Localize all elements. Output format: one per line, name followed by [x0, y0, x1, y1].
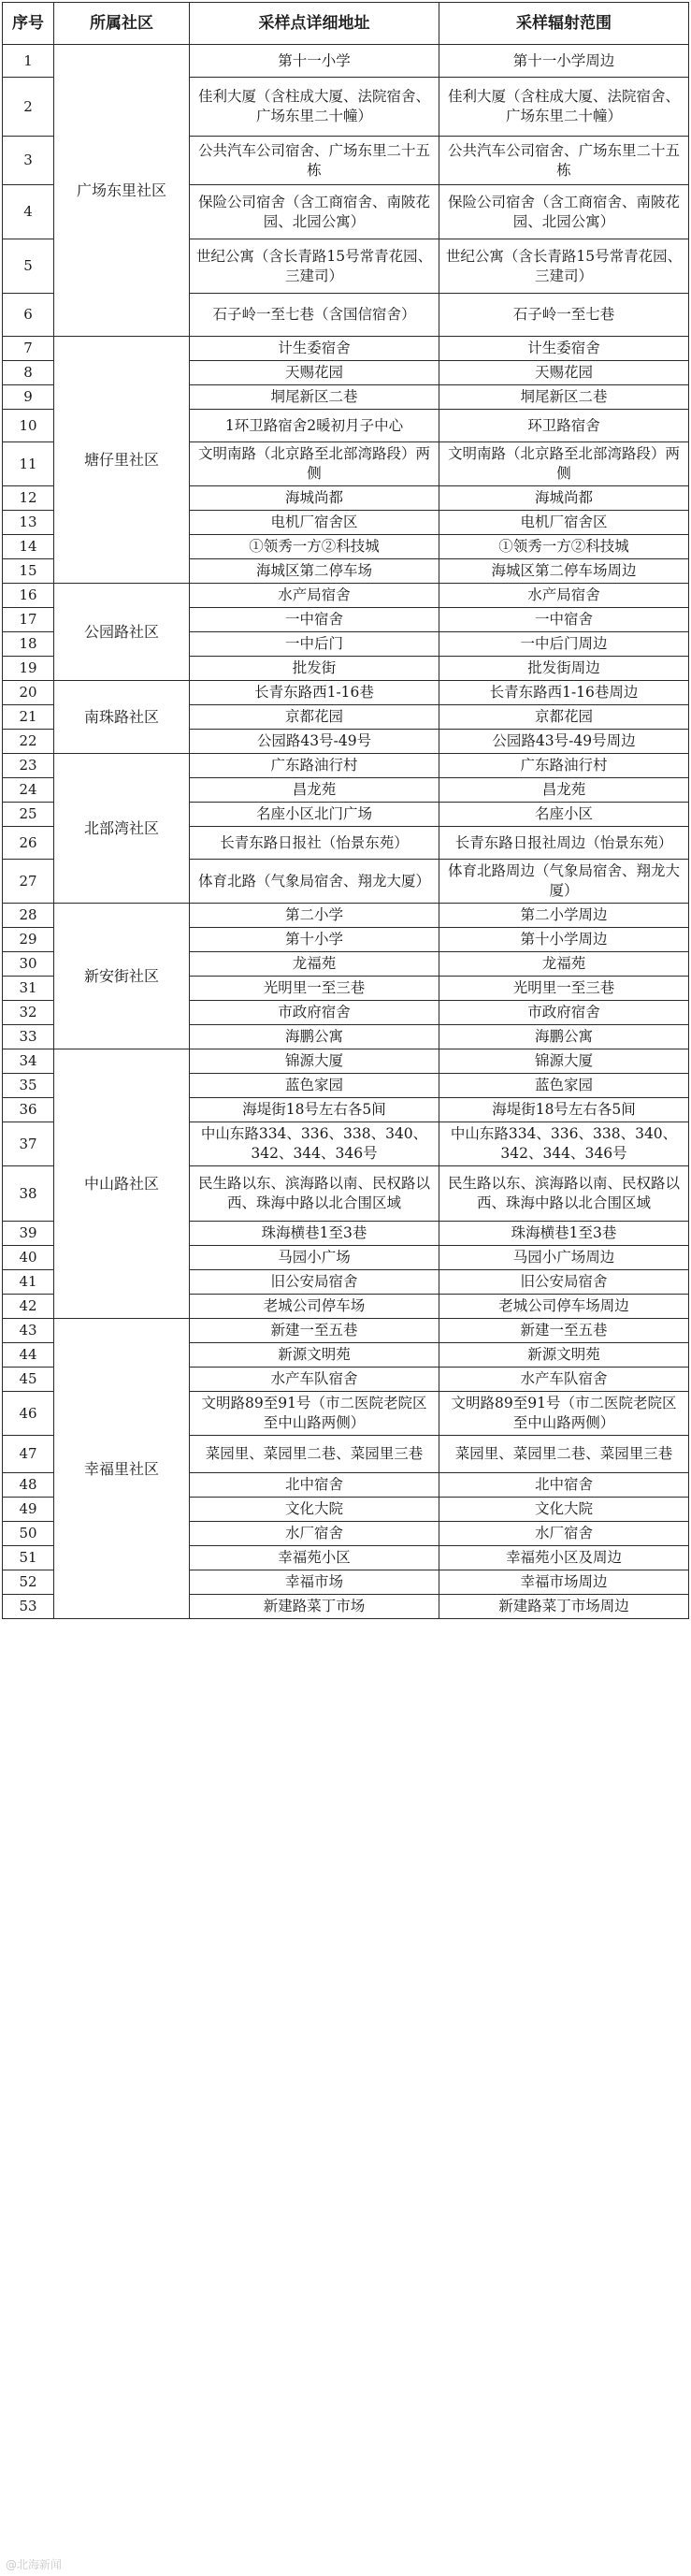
- community-name: 南珠路社区: [54, 681, 190, 754]
- sample-range: 新建一至五巷: [439, 1319, 689, 1343]
- sample-range: 环卫路宿舍: [439, 410, 689, 442]
- sample-address: 幸福苑小区: [190, 1546, 439, 1570]
- row-index: 45: [3, 1368, 54, 1392]
- sample-range: 龙福苑: [439, 952, 689, 977]
- row-index: 51: [3, 1546, 54, 1570]
- sample-address: 广东路油行村: [190, 754, 439, 778]
- row-index: 3: [3, 137, 54, 185]
- row-index: 1: [3, 45, 54, 78]
- sample-address: 光明里一至三巷: [190, 977, 439, 1001]
- sample-range: 第十小学周边: [439, 928, 689, 952]
- sample-address: 批发街: [190, 657, 439, 681]
- sample-address: 锦源大厦: [190, 1049, 439, 1074]
- row-index: 23: [3, 754, 54, 778]
- row-index: 38: [3, 1166, 54, 1222]
- sample-address: 垌尾新区二巷: [190, 385, 439, 410]
- sample-range: 幸福苑小区及周边: [439, 1546, 689, 1570]
- sample-address: 昌龙苑: [190, 778, 439, 803]
- community-name: 塘仔里社区: [54, 337, 190, 584]
- table-row: [3, 584, 689, 608]
- sample-range: 长青东路西1-16巷周边: [439, 681, 689, 705]
- sample-range: 名座小区: [439, 803, 689, 827]
- sample-range: 世纪公寓（含长青路15号常青花园、三建司）: [439, 239, 689, 294]
- sample-address: 新建路菜丁市场: [190, 1595, 439, 1619]
- row-index: 29: [3, 928, 54, 952]
- sample-range: 马园小广场周边: [439, 1246, 689, 1270]
- sample-range: 幸福市场周边: [439, 1570, 689, 1595]
- sample-address: 公共汽车公司宿舍、广场东里二十五栋: [190, 137, 439, 185]
- row-index: 40: [3, 1246, 54, 1270]
- row-index: 2: [3, 78, 54, 137]
- sample-range: 北中宿舍: [439, 1473, 689, 1498]
- sample-address: 电机厂宿舍区: [190, 511, 439, 535]
- row-index: 9: [3, 385, 54, 410]
- sample-address: 蓝色家园: [190, 1074, 439, 1098]
- sample-address: 体育北路（气象局宿舍、翔龙大厦）: [190, 860, 439, 904]
- sample-range: 旧公安局宿舍: [439, 1270, 689, 1295]
- row-index: 8: [3, 361, 54, 385]
- row-index: 48: [3, 1473, 54, 1498]
- row-index: 17: [3, 608, 54, 632]
- row-index: 22: [3, 730, 54, 754]
- sample-address: 计生委宿舍: [190, 337, 439, 361]
- sample-range: 新建路菜丁市场周边: [439, 1595, 689, 1619]
- row-index: 44: [3, 1343, 54, 1368]
- sample-address: 文化大院: [190, 1498, 439, 1522]
- table-row: [3, 1319, 689, 1343]
- sample-address: 菜园里、菜园里二巷、菜园里三巷: [190, 1436, 439, 1473]
- community-name: 北部湾社区: [54, 754, 190, 904]
- sample-address: 旧公安局宿舍: [190, 1270, 439, 1295]
- row-index: 46: [3, 1392, 54, 1436]
- sample-range: 垌尾新区二巷: [439, 385, 689, 410]
- sample-address: 长青东路西1-16巷: [190, 681, 439, 705]
- row-index: 42: [3, 1295, 54, 1319]
- community-name: 公园路社区: [54, 584, 190, 681]
- sample-address: 马园小广场: [190, 1246, 439, 1270]
- row-index: 39: [3, 1222, 54, 1246]
- row-index: 52: [3, 1570, 54, 1595]
- table-body: [3, 45, 689, 1619]
- sample-address: 海堤街18号左右各5间: [190, 1098, 439, 1122]
- sample-range: ①领秀一方②科技城: [439, 535, 689, 559]
- sample-address: 世纪公寓（含长青路15号常青花园、三建司）: [190, 239, 439, 294]
- sample-range: 文明路89至91号（市二医院老院区至中山路两侧）: [439, 1392, 689, 1436]
- sample-address: 海城区第二停车场: [190, 559, 439, 584]
- row-index: 33: [3, 1025, 54, 1049]
- sample-address: 海鹏公寓: [190, 1025, 439, 1049]
- sample-address: 海城尚都: [190, 486, 439, 511]
- row-index: 47: [3, 1436, 54, 1473]
- sample-address: 龙福苑: [190, 952, 439, 977]
- row-index: 5: [3, 239, 54, 294]
- table-row: [3, 337, 689, 361]
- sample-range: 海城区第二停车场周边: [439, 559, 689, 584]
- header-index: 序号: [3, 3, 54, 45]
- sample-address: 幸福市场: [190, 1570, 439, 1595]
- row-index: 16: [3, 584, 54, 608]
- row-index: 32: [3, 1001, 54, 1025]
- sample-address: 第十一小学: [190, 45, 439, 78]
- sample-address: 第二小学: [190, 904, 439, 928]
- sample-address: 珠海横巷1至3巷: [190, 1222, 439, 1246]
- sample-address: 长青东路日报社（怡景东苑）: [190, 827, 439, 860]
- sample-address: 新建一至五巷: [190, 1319, 439, 1343]
- row-index: 41: [3, 1270, 54, 1295]
- sample-range: 水产车队宿舍: [439, 1368, 689, 1392]
- sample-range: 市政府宿舍: [439, 1001, 689, 1025]
- community-name: 新安街社区: [54, 904, 190, 1049]
- sample-range: 新源文明苑: [439, 1343, 689, 1368]
- sample-address: 市政府宿舍: [190, 1001, 439, 1025]
- sample-address: 北中宿舍: [190, 1473, 439, 1498]
- sample-range: 体育北路周边（气象局宿舍、翔龙大厦）: [439, 860, 689, 904]
- sample-range: 民生路以东、滨海路以南、民权路以西、珠海中路以北合围区域: [439, 1166, 689, 1222]
- header-address: 采样点详细地址: [190, 3, 439, 45]
- sample-range: 锦源大厦: [439, 1049, 689, 1074]
- row-index: 35: [3, 1074, 54, 1098]
- row-index: 43: [3, 1319, 54, 1343]
- sample-range: 石子岭一至七巷: [439, 294, 689, 337]
- sample-range: 海堤街18号左右各5间: [439, 1098, 689, 1122]
- sample-address: 民生路以东、滨海路以南、民权路以西、珠海中路以北合围区域: [190, 1166, 439, 1222]
- row-index: 30: [3, 952, 54, 977]
- community-name: 幸福里社区: [54, 1319, 190, 1619]
- row-index: 15: [3, 559, 54, 584]
- row-index: 6: [3, 294, 54, 337]
- table-row: [3, 754, 689, 778]
- sampling-points-table: [2, 2, 689, 1619]
- sample-range: 广东路油行村: [439, 754, 689, 778]
- row-index: 7: [3, 337, 54, 361]
- table-row: [3, 1049, 689, 1074]
- sample-address: 文明南路（北京路至北部湾路段）两侧: [190, 442, 439, 486]
- sample-address: 文明路89至91号（市二医院老院区至中山路两侧）: [190, 1392, 439, 1436]
- sample-address: 名座小区北门广场: [190, 803, 439, 827]
- sample-address: ①领秀一方②科技城: [190, 535, 439, 559]
- sample-address: 中山东路334、336、338、340、342、344、346号: [190, 1122, 439, 1166]
- sample-address: 佳利大厦（含柱成大厦、法院宿舍、广场东里二十幢）: [190, 78, 439, 137]
- row-index: 31: [3, 977, 54, 1001]
- row-index: 37: [3, 1122, 54, 1166]
- sample-range: 海鹏公寓: [439, 1025, 689, 1049]
- row-index: 28: [3, 904, 54, 928]
- table-row: [3, 45, 689, 78]
- sample-range: 公共汽车公司宿舍、广场东里二十五栋: [439, 137, 689, 185]
- row-index: 27: [3, 860, 54, 904]
- sample-range: 长青东路日报社周边（怡景东苑）: [439, 827, 689, 860]
- sample-range: 文化大院: [439, 1498, 689, 1522]
- sample-range: 蓝色家园: [439, 1074, 689, 1098]
- sample-address: 水厂宿舍: [190, 1522, 439, 1546]
- row-index: 53: [3, 1595, 54, 1619]
- row-index: 10: [3, 410, 54, 442]
- header-range: 采样辐射范围: [439, 3, 689, 45]
- sample-range: 一中宿舍: [439, 608, 689, 632]
- row-index: 26: [3, 827, 54, 860]
- sample-address: 1环卫路宿舍2暖初月子中心: [190, 410, 439, 442]
- sample-range: 批发街周边: [439, 657, 689, 681]
- sample-range: 文明南路（北京路至北部湾路段）两侧: [439, 442, 689, 486]
- sample-address: 第十小学: [190, 928, 439, 952]
- sample-address: 京都花园: [190, 705, 439, 730]
- sample-address: 一中宿舍: [190, 608, 439, 632]
- sample-range: 计生委宿舍: [439, 337, 689, 361]
- sample-address: 老城公司停车场: [190, 1295, 439, 1319]
- sample-range: 中山东路334、336、338、340、342、344、346号: [439, 1122, 689, 1166]
- row-index: 20: [3, 681, 54, 705]
- sample-range: 菜园里、菜园里二巷、菜园里三巷: [439, 1436, 689, 1473]
- row-index: 34: [3, 1049, 54, 1074]
- row-index: 36: [3, 1098, 54, 1122]
- sample-address: 水产车队宿舍: [190, 1368, 439, 1392]
- sample-address: 石子岭一至七巷（含国信宿舍）: [190, 294, 439, 337]
- sample-range: 第二小学周边: [439, 904, 689, 928]
- sample-address: 水产局宿舍: [190, 584, 439, 608]
- sample-range: 京都花园: [439, 705, 689, 730]
- row-index: 11: [3, 442, 54, 486]
- row-index: 14: [3, 535, 54, 559]
- sample-range: 第十一小学周边: [439, 45, 689, 78]
- header-community: 所属社区: [54, 3, 190, 45]
- row-index: 4: [3, 185, 54, 239]
- row-index: 50: [3, 1522, 54, 1546]
- table-row: [3, 904, 689, 928]
- sample-range: 公园路43号-49号周边: [439, 730, 689, 754]
- sample-address: 公园路43号-49号: [190, 730, 439, 754]
- table-row: [3, 681, 689, 705]
- table-header-row: [3, 3, 689, 45]
- sample-range: 电机厂宿舍区: [439, 511, 689, 535]
- sample-range: 光明里一至三巷: [439, 977, 689, 1001]
- sample-range: 海城尚都: [439, 486, 689, 511]
- sample-address: 保险公司宿舍（含工商宿舍、南陂花园、北园公寓）: [190, 185, 439, 239]
- sample-range: 水产局宿舍: [439, 584, 689, 608]
- row-index: 13: [3, 511, 54, 535]
- watermark: @北海新闻: [6, 2558, 63, 2571]
- row-index: 24: [3, 778, 54, 803]
- sample-range: 水厂宿舍: [439, 1522, 689, 1546]
- sample-range: 一中后门周边: [439, 632, 689, 657]
- sample-address: 新源文明苑: [190, 1343, 439, 1368]
- row-index: 18: [3, 632, 54, 657]
- row-index: 19: [3, 657, 54, 681]
- community-name: 中山路社区: [54, 1049, 190, 1319]
- row-index: 12: [3, 486, 54, 511]
- sample-range: 佳利大厦（含柱成大厦、法院宿舍、广场东里二十幢）: [439, 78, 689, 137]
- row-index: 25: [3, 803, 54, 827]
- row-index: 21: [3, 705, 54, 730]
- sample-address: 一中后门: [190, 632, 439, 657]
- sample-range: 天赐花园: [439, 361, 689, 385]
- sample-range: 珠海横巷1至3巷: [439, 1222, 689, 1246]
- community-name: 广场东里社区: [54, 45, 190, 337]
- sample-range: 老城公司停车场周边: [439, 1295, 689, 1319]
- sample-range: 保险公司宿舍（含工商宿舍、南陂花园、北园公寓）: [439, 185, 689, 239]
- sample-range: 昌龙苑: [439, 778, 689, 803]
- row-index: 49: [3, 1498, 54, 1522]
- sample-address: 天赐花园: [190, 361, 439, 385]
